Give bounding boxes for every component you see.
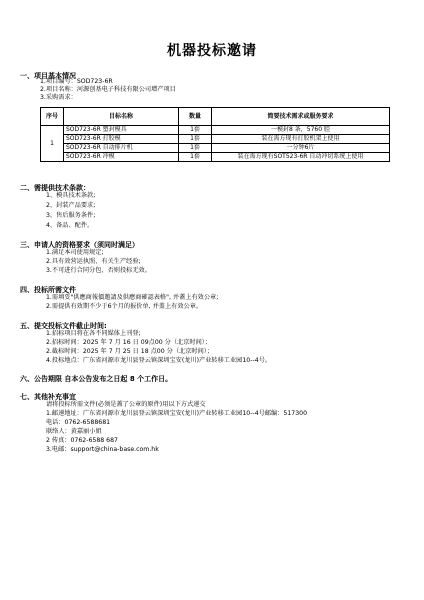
header-requirement: 简要技术需求或服务要求 [212,108,390,126]
list-item: 1.满足本司使用规定; [46,249,104,256]
list-item: 1.需填妥"供應商報價邀請及供應商確認表格", 并蓋上有效公章; [46,294,219,301]
section-heading-2: 二、需提供技术条款： [20,184,90,192]
list-item: 2、封装产品要求; [46,202,96,209]
section-heading-3: 三、申请人的资格要求（须同时满足） [20,241,139,249]
list-item: 请将投标所需文件(必须是蓋了公章的原件)用以下方式递交 [46,401,206,408]
item-name: SOD723-6R 打胶模 [64,135,179,144]
fax: 2 传真：0762-6588 687 [46,437,118,444]
table-row [41,153,390,162]
table-row [41,126,390,135]
item-requirement: 一分钟6片 [212,144,390,153]
list-item: 2.招标时间：2025 年 7 月 16 日 09点00 分（北京时间）； [46,339,212,346]
item-name: SOD723-6R 塑封模具 [64,126,179,135]
item-qty: 1套 [179,126,212,135]
item-name: SOD723-6R 自动排片机 [64,144,179,153]
section-heading-7: 七、其他补充事宜 [20,393,76,401]
list-item: 3.不可进行合同分包、否则投标无效。 [46,267,151,274]
email: 3.电邮：support@china-base.com.hk [46,446,159,453]
item-name: SOD723-6R 冲模 [64,153,179,162]
list-item: 1、模具技术条款; [46,192,96,199]
item-requirement: 装在需方现有打胶机架上使用 [212,135,390,144]
item-requirement: 装在需方现有SOT523-6R 自动冲切系统上使用 [212,153,390,162]
section-heading-6: 六、公告期限 自本公告发布之日起 8 个工作日。 [20,375,173,383]
header-no: 序号 [41,108,64,126]
section-heading-5: 五、提交投标文件截止时间: [20,322,107,330]
list-item: 2.需提供有效期不少于6个月的报价单, 并盖上有效公章。 [46,303,203,310]
header-qty: 数量 [179,108,212,126]
project-name: 2.项目名称：河源创基电子科技有限公司增产项目 [40,86,176,93]
group-no: 1 [41,126,64,162]
list-item: 2.具有效营运执照、有关生产经验; [46,258,141,265]
section-heading-4: 四、投标所需文件 [20,286,76,294]
section-heading-1: 一、项目基本情况 [20,72,76,80]
document-title: 机器投标邀请 [167,43,257,59]
table-row [41,144,390,153]
list-item: 4.投标地点：广东省河源市龙川县登云镇深圳宝安(龙川)产业转移工业园10--4号。 [46,357,272,364]
mailing-address: 1.邮递地址：广东省河源市龙川县登云镇深圳宝安(龙川)产业转移工业园10--4号邮编：517300 [46,410,307,417]
table-row [41,135,390,144]
list-item: 1.招标项目将在各不同媒体上刊登; [46,330,141,337]
item-requirement: 一模封8 条，5760 腔 [212,126,390,135]
table-header-row [41,108,390,126]
list-item: 2.截标时间：2025 年 7 月 25 日 18 点00 分（北京时间）； [46,348,214,355]
purchase-requirement-label: 3.采购需求： [40,94,77,101]
phone: 电话：0762-6588681 [46,419,111,426]
item-qty: 1套 [179,153,212,162]
item-qty: 1套 [179,144,212,153]
list-item: 4、备品、配件。 [46,222,94,229]
contact-person: 联络人：黄嘉丽小姐 [46,428,102,435]
requirement-table [40,107,390,162]
project-number: 1.项目编号：SOD723-6R [40,78,113,85]
list-item: 3、售后服务条件; [46,212,96,219]
header-name: 目标名称 [64,108,179,126]
item-qty: 1套 [179,135,212,144]
